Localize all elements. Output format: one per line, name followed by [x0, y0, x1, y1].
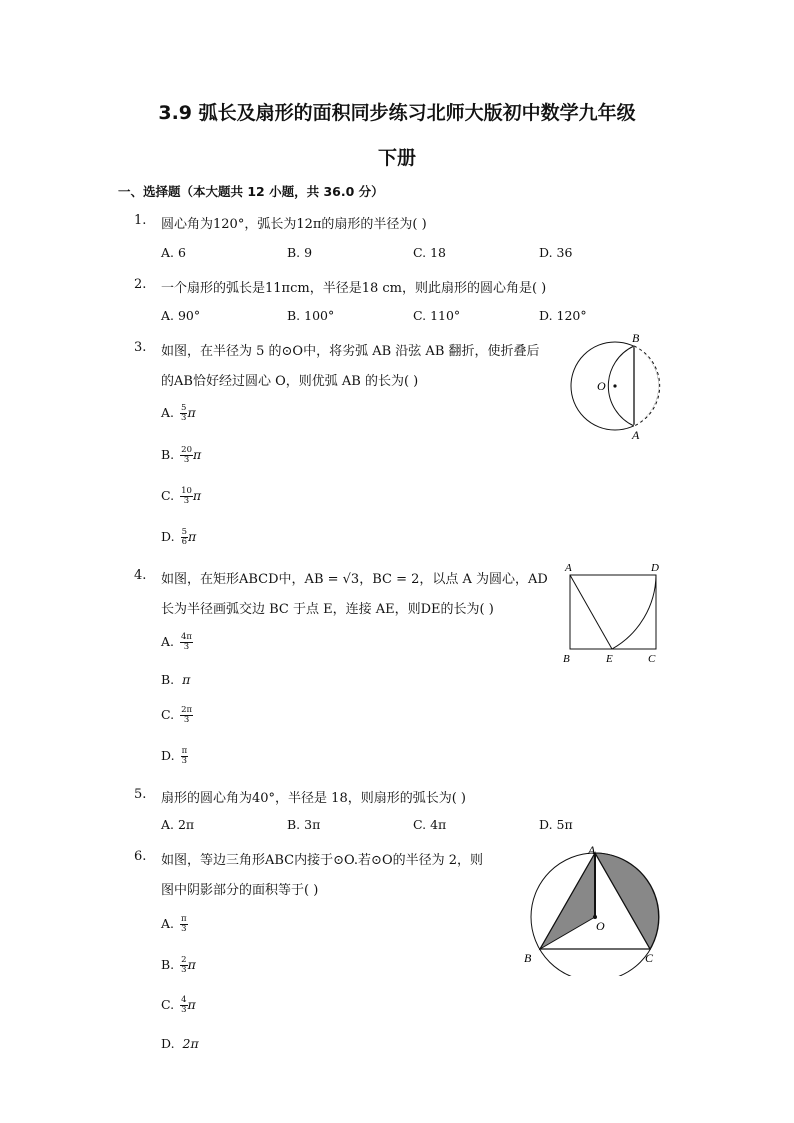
fraction-suffix: π — [193, 447, 202, 462]
option-label: B. — [161, 672, 175, 687]
option-d — [161, 528, 196, 547]
option-value: π — [182, 672, 191, 687]
option-b — [161, 446, 201, 465]
option-label: C. — [161, 997, 175, 1012]
denominator: 3 — [181, 756, 188, 766]
option-c — [161, 996, 196, 1015]
fraction-suffix: π — [187, 957, 196, 972]
option-c — [161, 706, 193, 725]
denominator: 3 — [181, 965, 187, 975]
option-a — [161, 404, 196, 423]
denominator: 3 — [183, 642, 190, 652]
numerator: π — [181, 914, 187, 924]
label-d: D — [651, 562, 659, 574]
option-c — [161, 487, 201, 506]
denominator: 3 — [181, 1005, 187, 1015]
question-text-line2: 的AB恰好经过圆心 O，则优弧 AB 的长为( ) — [161, 374, 419, 389]
fraction-suffix: π — [192, 488, 202, 503]
q6-figure — [515, 838, 675, 976]
option-a — [161, 915, 188, 934]
section-header: 一、选择题（本大题共 12 小题，共 36.0 分） — [118, 184, 384, 199]
fraction — [180, 706, 193, 725]
denominator: 6 — [181, 537, 187, 547]
denominator: 3 — [183, 715, 190, 725]
fraction — [180, 915, 188, 934]
option-c: C. 110° — [413, 308, 461, 323]
option-b — [161, 956, 196, 975]
label-o: O — [597, 379, 606, 393]
option-label: D. — [161, 748, 175, 763]
option-label: C. — [161, 707, 175, 722]
option-label: B. — [161, 957, 175, 972]
option-label: A. — [161, 634, 175, 649]
page-title: 3.9 弧长及扇形的面积同步练习北师大版初中数学九年级 — [158, 102, 636, 124]
option-a: A. 2π — [161, 817, 195, 832]
rectangle-abcd — [570, 575, 656, 649]
minor-arc-dashed — [634, 346, 660, 426]
question-number: 6. — [134, 849, 147, 864]
fraction — [180, 633, 193, 652]
label-a: A — [588, 843, 596, 857]
fraction — [181, 528, 188, 547]
question-text-line1: 如图，在半径为 5 的⊙O中，将劣弧 AB 沿弦 AB 翻折，使折叠后 — [161, 344, 540, 359]
denominator: 3 — [181, 413, 187, 423]
segment-ae — [570, 575, 612, 649]
q4-figure — [560, 558, 670, 668]
numerator: π — [181, 746, 188, 756]
numerator: 20 — [181, 445, 192, 455]
option-label: A. — [161, 916, 175, 931]
shaded-segment-ac — [595, 853, 659, 949]
numerator: 4 — [181, 995, 187, 1005]
label-b: B — [524, 951, 532, 965]
question-text-line1: 如图，在矩形ABCD中，AB = √3，BC = 2，以点 A 为圆心，AD — [161, 572, 548, 587]
numerator: 4π — [181, 632, 193, 642]
option-label: B. — [161, 447, 175, 462]
label-b: B — [563, 653, 570, 665]
option-a — [161, 633, 193, 652]
fraction — [180, 487, 193, 506]
denominator: 3 — [181, 924, 187, 934]
option-c: C. 4π — [413, 817, 447, 832]
fraction-suffix: π — [187, 405, 196, 420]
option-d: D. 36 — [539, 245, 573, 260]
option-d: D. 120° — [539, 308, 587, 323]
option-d: D. 5π — [539, 817, 573, 832]
label-b: B — [632, 331, 640, 345]
question-number: 1. — [134, 213, 147, 228]
numerator: 10 — [181, 486, 192, 496]
question-text-line2: 图中阴影部分的面积等于( ) — [161, 883, 319, 898]
question-text: 圆心角为120°，弧长为12π的扇形的半径为( ) — [161, 217, 427, 232]
option-a: A. 90° — [161, 308, 201, 323]
fraction-suffix: π — [187, 529, 197, 544]
q3-figure — [555, 328, 675, 444]
question-number: 2. — [134, 277, 147, 292]
option-b: B. 100° — [287, 308, 335, 323]
arc-de — [612, 575, 656, 649]
option-b — [161, 672, 190, 687]
option-c: C. 18 — [413, 245, 446, 260]
denominator: 3 — [183, 496, 190, 506]
question-text-line2: 长为半径画弧交边 BC 于点 E，连接 AE，则DE的长为( ) — [161, 602, 494, 617]
fraction-suffix: π — [187, 997, 196, 1012]
numerator: 5 — [181, 527, 187, 537]
numerator: 2 — [181, 955, 187, 965]
question-number: 5. — [134, 787, 147, 802]
label-c: C — [648, 653, 656, 665]
center-point — [613, 384, 616, 387]
option-b: B. 3π — [287, 817, 321, 832]
question-text-line1: 如图，等边三角形ABC内接于⊙O.若⊙O的半径为 2，则 — [161, 853, 484, 868]
question-text: 一个扇形的弧长是11πcm，半径是18 cm，则此扇形的圆心角是( ) — [161, 281, 547, 296]
fraction — [180, 446, 193, 465]
option-label: A. — [161, 405, 175, 420]
label-e: E — [606, 653, 613, 665]
arc-mask — [634, 346, 660, 426]
fraction — [180, 956, 187, 975]
numerator: 2π — [181, 705, 193, 715]
option-a: A. 6 — [161, 245, 186, 260]
denominator: 3 — [183, 455, 190, 465]
label-c: C — [645, 951, 654, 965]
option-label: D. — [161, 1036, 175, 1051]
folded-arc — [608, 346, 634, 426]
label-a: A — [632, 428, 640, 442]
label-o: O — [596, 919, 605, 933]
option-d — [161, 747, 188, 766]
label-a: A — [565, 562, 572, 574]
question-number: 3. — [134, 340, 147, 355]
numerator: 5 — [181, 403, 187, 413]
option-label: D. — [161, 529, 175, 544]
option-label: C. — [161, 488, 175, 503]
question-text: 扇形的圆心角为40°，半径是 18，则扇形的弧长为( ) — [161, 791, 466, 806]
option-b: B. 9 — [287, 245, 313, 260]
fraction — [180, 996, 187, 1015]
page-title-line2: 下册 — [377, 147, 416, 169]
option-d — [161, 1036, 199, 1051]
question-number: 4. — [134, 568, 147, 583]
fraction — [181, 747, 189, 766]
option-value: 2π — [182, 1036, 199, 1051]
